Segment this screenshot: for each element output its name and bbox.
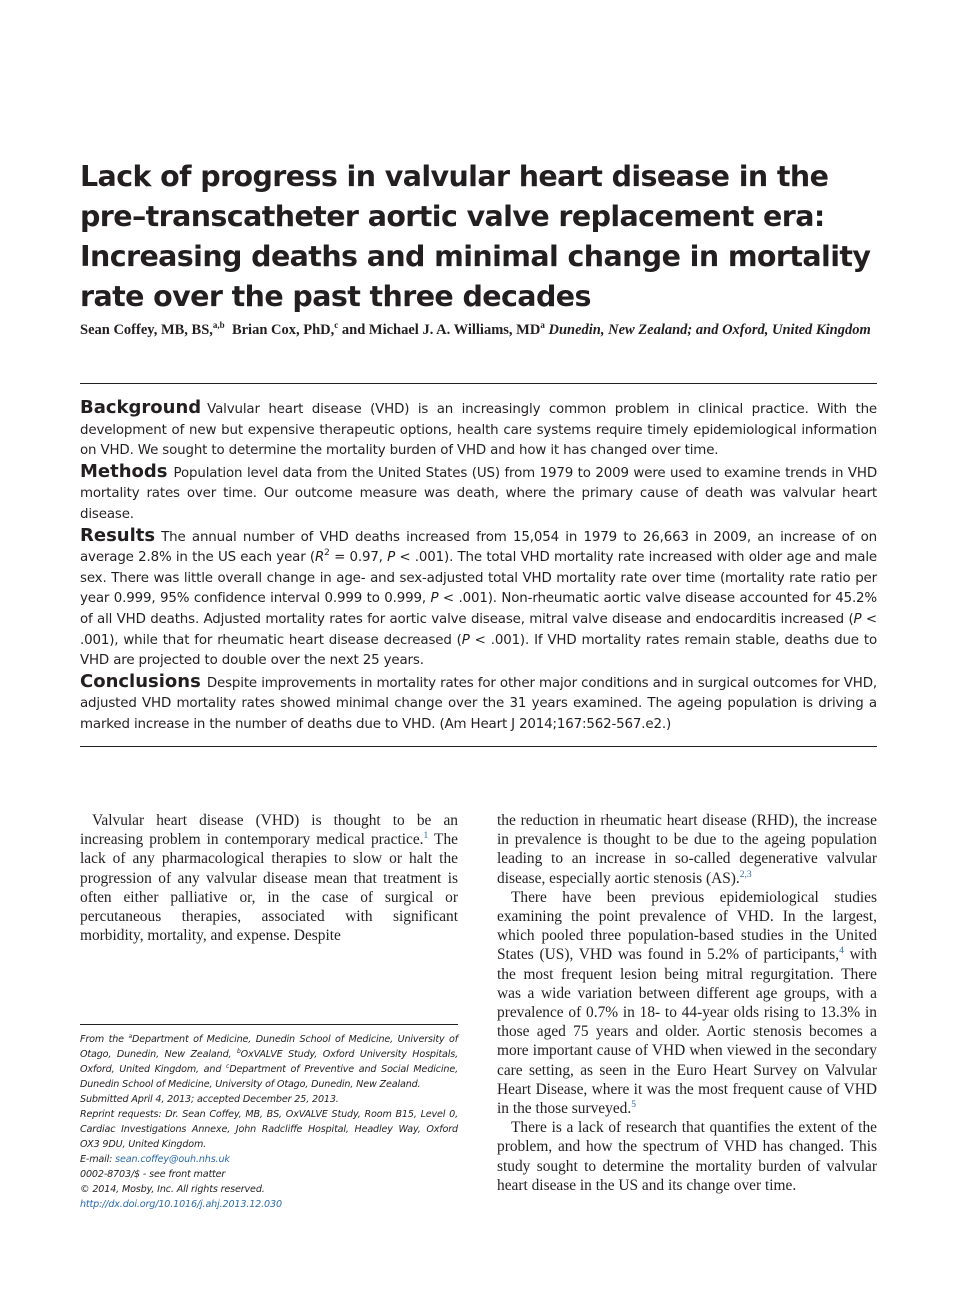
footnote-email: E-mail: sean.coffey@ouh.nhs.uk [80,1154,230,1165]
body-paragraph: Valvular heart disease (VHD) is thought to be an increasing problem in contemporary medical practice.$^1$ The lack of any pharmacological therapies to slow or halt the progression of any valvular disease mean that treatment is often either palliative or, in the case of surgical or percutaneous therapies, associated with significant morbidity, mortality, and expense. Despite [80,812,458,945]
footnotes [80,1032,458,1212]
body-column-left [80,811,458,945]
abstract [80,398,877,736]
section-heading: Background [80,397,202,418]
doi-link[interactable]: http://dx.doi.org/10.1016/j.ahj.2013.12.030 [80,1199,282,1210]
abstract-results: Results The annual number of VHD deaths increased from 15,054 in 1979 to 26,663 in 2009, an increase of on average 2.8% in the US each year ($R^2 = 0.97$, P < .001). The total VHD mortality rate increased with older age and male sex. There was little overall change in age- and sex-adjusted total VHD mortality rate over time (mortality rate ratio per year 0.999, 95% confidence interval 0.999 to 0.999, P < .001). Non-rheumatic aortic valve disease accounted for 45.2% of all VHD deaths. Adjusted mortality rates for aortic valve disease, mitral valve disease and endocarditis increased (P < .001), while that for rheumatic heart disease decreased (P < .001). If VHD mortality rates remain stable, deaths due to VHD are projected to double over the next 25 years. [80,524,877,669]
footnote-issn: 0002-8703/$ - see front matter [80,1169,226,1180]
abstract-top-rule [80,383,877,384]
section-heading: Methods [80,460,168,482]
footnote-reprint: Reprint requests: Dr. Sean Coffey, MB, BS, OxVALVE Study, Room B15, Level 0, Cardiac Investigations Annexe, John Radcliffe Hospital, Headley Way, Oxford OX3 9DU, United Kingdom. [80,1109,458,1150]
citation-link[interactable]: 5 [631,1100,636,1111]
author-coffey: Sean Coffey, MB, BS, [80,322,213,338]
author-sup: a,b [212,320,225,330]
author-williams: and Michael J. A. Williams, MD [341,322,541,338]
abstract-methods: Methods Population level data from the United States (US) from 1979 to 2009 were used to examine trends in VHD mortality rates over time. Our outcome measure was death, where the primary cause of death was valvular heart disease. [80,460,877,522]
footnote-rule [80,1024,458,1025]
author-sup: a [540,320,545,330]
body-paragraph: the reduction in rheumatic heart disease (RHD), the increase in prevalence is thought to be due to the ageing population leading to an increase in so-called degenerative valvular disease, especially aortic stenosis (AS).$^{2,3}$ [497,812,877,887]
author-affiliation: Dunedin, New Zealand; and Oxford, United Kingdom [548,322,871,338]
footnote-copyright: © 2014, Mosby, Inc. All rights reserved. [80,1184,265,1195]
abstract-bottom-rule [80,746,877,747]
citation-link[interactable]: 4 [839,946,844,957]
article-title: Lack of progress in valvular heart disease in the pre–transcatheter aortic valve replacement era: Increasing deaths and minimal change in mortality rate over the past three decades [80,160,871,313]
body-paragraph: There is a lack of research that quantifies the extent of the problem, and how the spectrum of VHD has changed. This study sought to determine the mortality burden of valvular heart disease in the US and its change over time. [497,1119,877,1194]
footnote-affiliations: From the $^a$Department of Medicine, Dunedin School of Medicine, University of Otago, Dunedin, New Zealand, $^b$OxVALVE Study, Oxford University Hospitals, Oxford, United Kingdom, and $^c$Department of Preventive and Social Medicine, Dunedin School of Medicine, University of Otago, Dunedin, New Zealand. [80,1033,459,1090]
footnote-submitted: Submitted April 4, 2013; accepted December 25, 2013. [80,1094,339,1105]
author-sup: c [334,320,339,330]
author-list [80,320,880,340]
body-paragraph: There have been previous epidemiological studies examining the point prevalence of VHD. In the largest, which pooled three population-based studies in the United States (US), VHD was found in 5.2% of participants,$^4$ with the most frequent lesion being mitral regurgitation. There was a wide variation between different age groups, with a prevalence of 0.7% in 18- to 44-year olds rising to 13.3% in those aged 75 years and older. Aortic stenosis becomes a more important cause of VHD when viewed in the secondary care setting, as seen in the Euro Heart Survey on Valvular Heart Disease, where it was the most frequent cause of VHD in the those surveyed.$^5$ [497,888,877,1118]
section-heading: Results [80,524,156,546]
citation-link[interactable]: 2,3 [739,869,752,880]
author-cox: Brian Cox, PhD, [231,322,335,338]
section-heading: Conclusions [80,670,201,692]
body-column-right [497,811,877,1195]
email-link[interactable]: sean.coffey@ouh.nhs.uk [115,1154,230,1165]
abstract-conclusions: Conclusions Despite improvements in mortality rates for other major conditions and in surgical outcomes for VHD, adjusted VHD mortality rates showed minimal change over the 31 years examined. The ageing population is driving a marked increase in the number of deaths due to VHD. (Am Heart J 2014;167:562-567.e2.) [80,670,877,732]
abstract-background: Background Valvular heart disease (VHD) is an increasingly common problem in clinical practice. With the development of new but expensive therapeutic options, health care systems require timely epidemiological information on VHD. We sought to determine the mortality burden of VHD and how it has changed over time. [80,397,877,459]
citation-link[interactable]: 1 [423,831,429,842]
